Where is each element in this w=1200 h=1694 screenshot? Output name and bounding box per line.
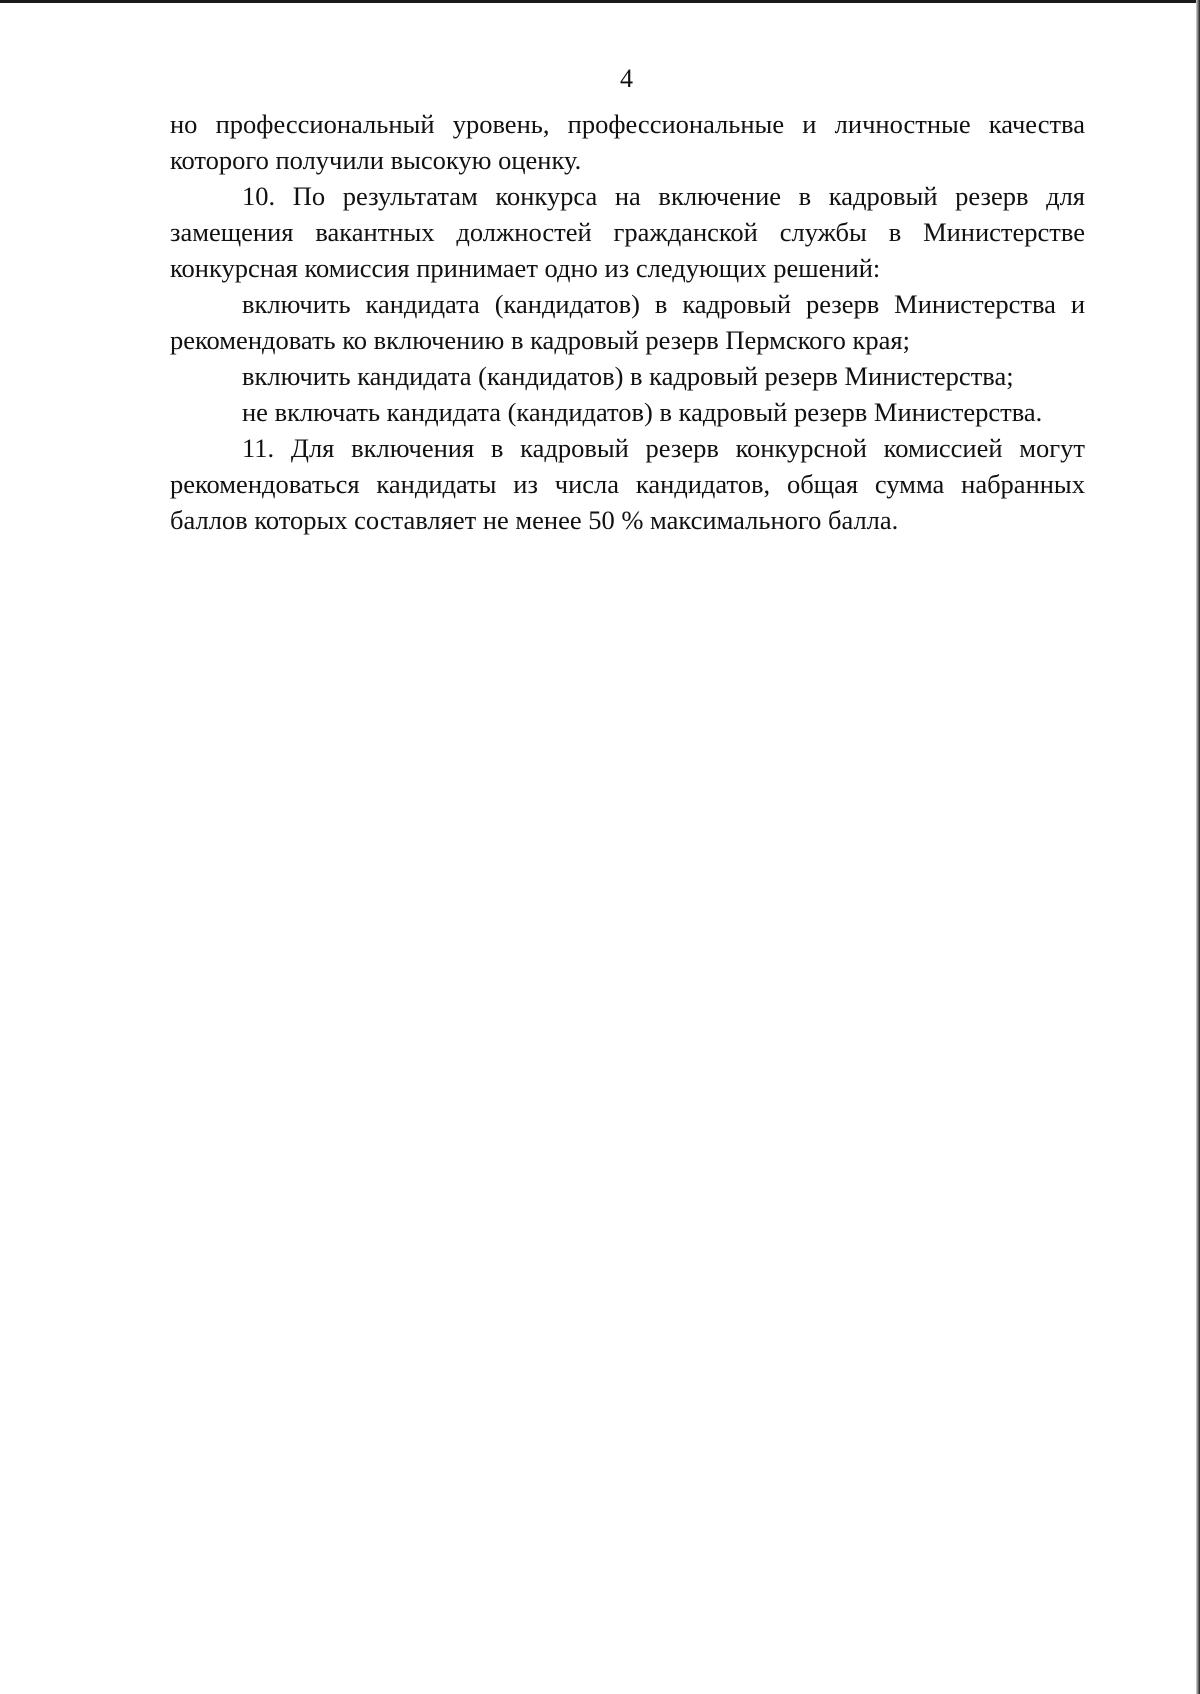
- document-body: [170, 106, 1085, 538]
- paragraph-option-2: включить кандидата (кандидатов) в кадровый резерв Министерства;: [242, 361, 1014, 391]
- paragraph-item-10: 10. По результатам конкурса на включение в кадровый резерв для замещения вакантных должностей гражданской службы в Министерстве конкурсная комиссия принимает одно из следующих решений:: [170, 181, 1085, 283]
- paragraph-item-11: 11. Для включения в кадровый резерв конкурсной комиссией могут рекомендоваться кандидаты из числа кандидатов, общая сумма набранных баллов которых составляет не менее 50 % максимального балла.: [170, 433, 1085, 535]
- paragraph-option-1: включить кандидата (кандидатов) в кадровый резерв Министерства и рекомендовать ко включению в кадровый резерв Пермского края;: [170, 289, 1085, 355]
- paragraph-option-3: не включать кандидата (кандидатов) в кадровый резерв Министерства.: [242, 397, 1043, 427]
- paragraph-continuation: но профессиональный уровень, профессиональные и личностные качества которого получили высокую оценку.: [170, 109, 1085, 175]
- scan-edge-right: [1196, 0, 1200, 1694]
- page-number: 4: [620, 64, 633, 93]
- scan-edge-top: [0, 0, 1200, 3]
